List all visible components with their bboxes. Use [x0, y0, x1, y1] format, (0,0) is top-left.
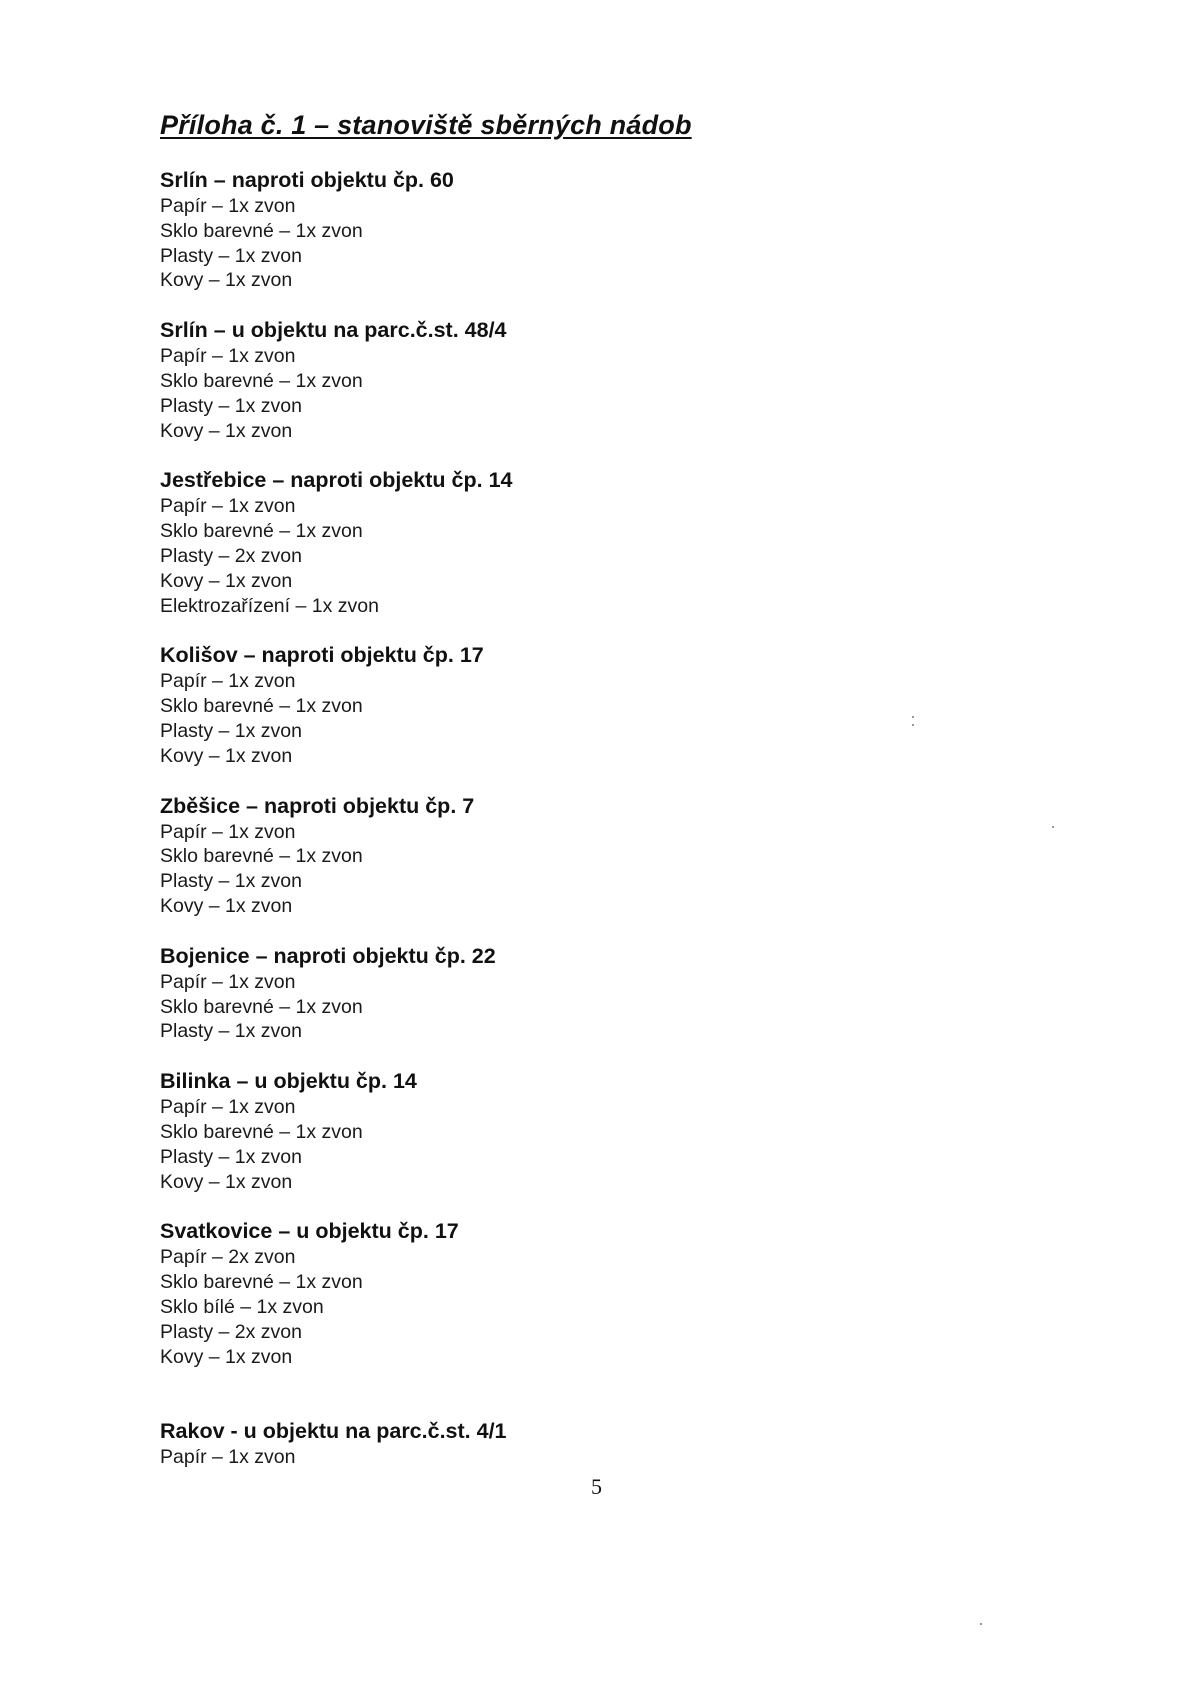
location-section — [160, 1418, 1060, 1470]
container-item: Kovy – 1x zvon — [160, 1345, 293, 1368]
container-item: Papír – 1x zvon — [160, 820, 296, 843]
container-item: Papír – 2x zvon — [160, 1246, 296, 1269]
container-item: Sklo barevné – 1x zvon — [160, 1271, 363, 1294]
scan-speck — [980, 1623, 982, 1625]
container-item: Papír – 1x zvon — [160, 495, 296, 518]
container-item: Papír – 1x zvon — [160, 345, 296, 368]
container-item: Papír – 1x zvon — [160, 195, 296, 217]
container-item: Elektrozařízení – 1x zvon — [160, 594, 379, 617]
scan-speck — [1052, 826, 1054, 828]
container-item: Plasty – 1x zvon — [160, 1145, 302, 1168]
container-item: Sklo barevné – 1x zvon — [160, 369, 363, 392]
container-item: Sklo barevné – 1x zvon — [160, 845, 363, 868]
location-heading: Zběšice – naproti objektu čp. 7 — [160, 793, 475, 818]
location-section — [160, 642, 1060, 768]
container-item: Sklo barevné – 1x zvon — [160, 1120, 363, 1143]
location-section — [160, 1218, 1060, 1369]
container-item: Kovy – 1x zvon — [160, 419, 293, 442]
scan-speck — [912, 724, 914, 726]
container-item: Plasty – 2x zvon — [160, 1320, 302, 1343]
location-section — [160, 943, 1060, 1044]
scan-speck — [912, 716, 914, 718]
container-item: Kovy – 1x zvon — [160, 569, 293, 592]
container-item: Sklo barevné – 1x zvon — [160, 695, 363, 718]
container-item: Plasty – 1x zvon — [160, 244, 302, 267]
container-item: Plasty – 1x zvon — [160, 1020, 302, 1043]
container-item: Sklo barevné – 1x zvon — [160, 520, 363, 543]
container-item: Plasty – 1x zvon — [160, 394, 302, 417]
location-heading: Srlín – naproti objektu čp. 60 — [160, 168, 454, 192]
container-item: Kovy – 1x zvon — [160, 1170, 293, 1193]
container-item: Papír – 1x zvon — [160, 1446, 296, 1469]
location-heading: Svatkovice – u objektu čp. 17 — [160, 1219, 459, 1244]
page-number: 5 — [591, 1474, 602, 1499]
location-section — [160, 167, 1060, 293]
container-item: Sklo barevné – 1x zvon — [160, 219, 363, 242]
container-item: Plasty – 1x zvon — [160, 870, 302, 893]
location-heading: Bilinka – u objektu čp. 14 — [160, 1069, 417, 1094]
container-item: Plasty – 1x zvon — [160, 719, 302, 742]
container-item: Papír – 1x zvon — [160, 1096, 296, 1119]
container-item: Sklo bílé – 1x zvon — [160, 1295, 324, 1318]
location-heading: Bojenice – naproti objektu čp. 22 — [160, 943, 496, 968]
container-item: Papír – 1x zvon — [160, 670, 296, 693]
location-heading: Srlín – u objektu na parc.č.st. 48/4 — [160, 318, 507, 343]
location-section — [160, 1068, 1060, 1194]
container-item: Plasty – 2x zvon — [160, 544, 302, 567]
location-heading: Jestřebice – naproti objektu čp. 14 — [160, 468, 513, 493]
container-item: Kovy – 1x zvon — [160, 744, 293, 767]
location-section — [160, 793, 1060, 919]
container-item: Kovy – 1x zvon — [160, 894, 293, 917]
location-section — [160, 467, 1060, 618]
location-section — [160, 317, 1060, 443]
location-heading: Rakov - u objektu na parc.č.st. 4/1 — [160, 1419, 507, 1444]
document-title: Příloha č. 1 – stanoviště sběrných nádob — [160, 110, 692, 140]
container-item: Sklo barevné – 1x zvon — [160, 995, 363, 1018]
container-item: Kovy – 1x zvon — [160, 269, 293, 292]
container-item: Papír – 1x zvon — [160, 970, 296, 993]
location-list — [160, 167, 1060, 1470]
location-heading: Kolišov – naproti objektu čp. 17 — [160, 643, 484, 668]
